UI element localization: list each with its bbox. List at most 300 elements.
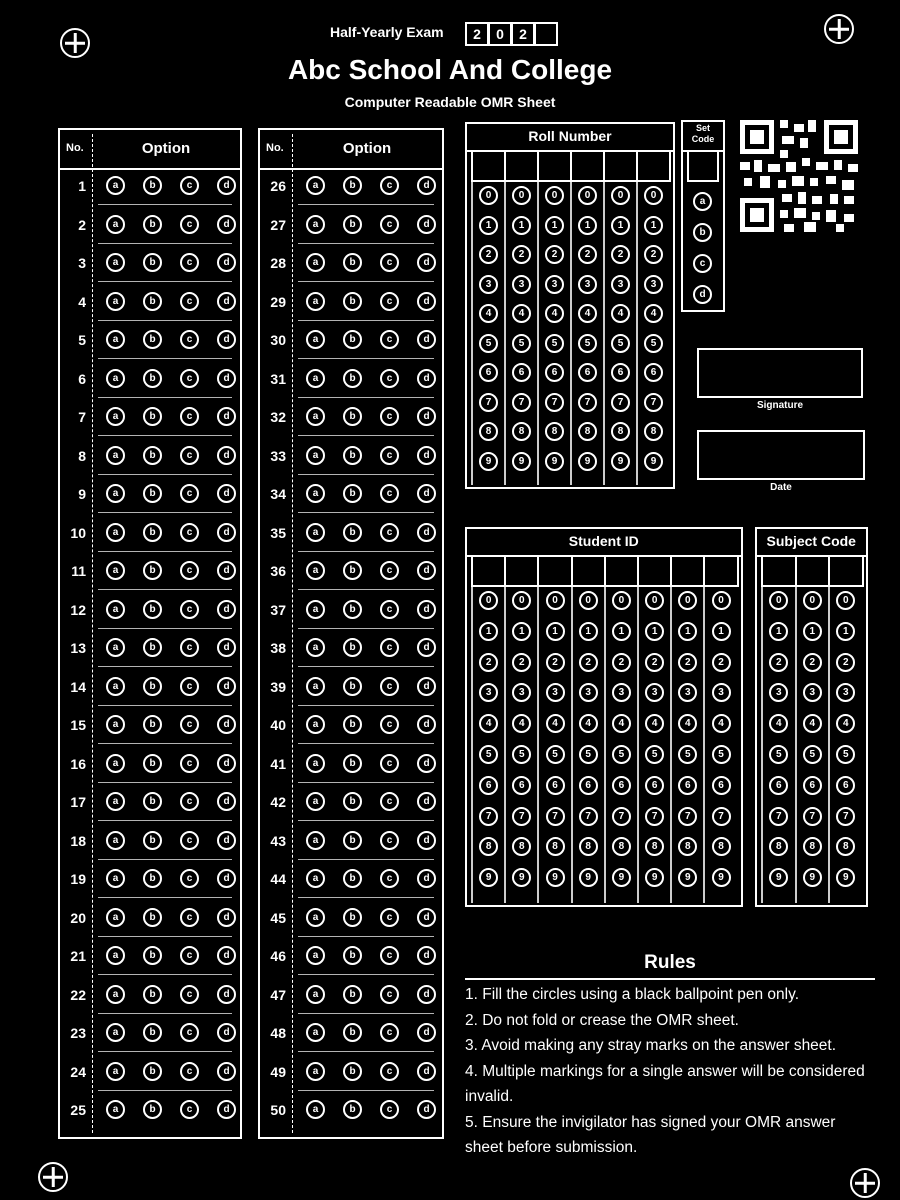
answer-bubble[interactable]: c	[180, 369, 199, 388]
subject-code-digit-bubble[interactable]: 5	[769, 745, 788, 764]
student-id-digit-bubble[interactable]: 9	[678, 868, 697, 887]
answer-bubble[interactable]: c	[380, 754, 399, 773]
answer-bubble[interactable]: c	[180, 215, 199, 234]
set-code-bubble[interactable]: a	[693, 192, 712, 211]
answer-bubble[interactable]: a	[306, 1100, 325, 1119]
answer-bubble[interactable]: b	[343, 677, 362, 696]
roll-number-digit-bubble[interactable]: 5	[545, 334, 564, 353]
answer-bubble[interactable]: a	[106, 446, 125, 465]
student-id-digit-bubble[interactable]: 9	[712, 868, 731, 887]
answer-bubble[interactable]: b	[343, 215, 362, 234]
answer-bubble[interactable]: a	[106, 638, 125, 657]
student-id-digit-bubble[interactable]: 4	[678, 714, 697, 733]
student-id-digit-bubble[interactable]: 2	[678, 653, 697, 672]
answer-bubble[interactable]: c	[180, 176, 199, 195]
answer-bubble[interactable]: b	[143, 561, 162, 580]
student-id-digit-bubble[interactable]: 5	[512, 745, 531, 764]
roll-number-digit-bubble[interactable]: 3	[644, 275, 663, 294]
answer-bubble[interactable]: b	[343, 985, 362, 1004]
answer-bubble[interactable]: c	[380, 215, 399, 234]
answer-bubble[interactable]: b	[343, 292, 362, 311]
roll-number-digit-bubble[interactable]: 2	[479, 245, 498, 264]
roll-number-digit-bubble[interactable]: 1	[611, 216, 630, 235]
subject-code-digit-bubble[interactable]: 6	[803, 776, 822, 795]
subject-code-digit-bubble[interactable]: 9	[769, 868, 788, 887]
subject-code-digit-bubble[interactable]: 3	[836, 683, 855, 702]
roll-number-digit-bubble[interactable]: 4	[578, 304, 597, 323]
student-id-digit-bubble[interactable]: 3	[612, 683, 631, 702]
student-id-digit-bubble[interactable]: 9	[579, 868, 598, 887]
roll-number-digit-bubble[interactable]: 9	[644, 452, 663, 471]
answer-bubble[interactable]: d	[217, 946, 236, 965]
answer-bubble[interactable]: c	[380, 523, 399, 542]
answer-bubble[interactable]: a	[106, 792, 125, 811]
student-id-digit-bubble[interactable]: 6	[579, 776, 598, 795]
answer-bubble[interactable]: d	[217, 831, 236, 850]
answer-bubble[interactable]: c	[180, 831, 199, 850]
answer-bubble[interactable]: b	[143, 1023, 162, 1042]
subject-code-digit-bubble[interactable]: 9	[836, 868, 855, 887]
subject-code-digit-bubble[interactable]: 2	[769, 653, 788, 672]
answer-bubble[interactable]: c	[380, 869, 399, 888]
subject-code-digit-bubble[interactable]: 2	[803, 653, 822, 672]
year-digit-box[interactable]: 2	[511, 22, 535, 46]
answer-bubble[interactable]: c	[380, 176, 399, 195]
year-digit-box[interactable]: 0	[488, 22, 512, 46]
answer-bubble[interactable]: c	[180, 1023, 199, 1042]
answer-bubble[interactable]: b	[143, 792, 162, 811]
answer-bubble[interactable]: b	[143, 407, 162, 426]
answer-bubble[interactable]: b	[143, 446, 162, 465]
answer-bubble[interactable]: d	[217, 1100, 236, 1119]
student-id-digit-bubble[interactable]: 7	[645, 807, 664, 826]
student-id-digit-bubble[interactable]: 8	[645, 837, 664, 856]
roll-number-digit-bubble[interactable]: 8	[644, 422, 663, 441]
answer-bubble[interactable]: d	[417, 869, 436, 888]
answer-bubble[interactable]: c	[180, 1100, 199, 1119]
answer-bubble[interactable]: d	[417, 561, 436, 580]
roll-number-digit-bubble[interactable]: 9	[512, 452, 531, 471]
answer-bubble[interactable]: c	[180, 946, 199, 965]
subject-code-digit-bubble[interactable]: 8	[803, 837, 822, 856]
answer-bubble[interactable]: d	[217, 638, 236, 657]
answer-bubble[interactable]: b	[143, 754, 162, 773]
student-id-digit-bubble[interactable]: 1	[546, 622, 565, 641]
roll-number-digit-bubble[interactable]: 6	[611, 363, 630, 382]
student-id-digit-bubble[interactable]: 5	[479, 745, 498, 764]
student-id-entry-box[interactable]	[471, 555, 506, 587]
answer-bubble[interactable]: d	[217, 253, 236, 272]
subject-code-entry-box[interactable]	[795, 555, 831, 587]
roll-number-digit-bubble[interactable]: 6	[512, 363, 531, 382]
subject-code-digit-bubble[interactable]: 1	[803, 622, 822, 641]
answer-bubble[interactable]: b	[143, 715, 162, 734]
answer-bubble[interactable]: d	[217, 754, 236, 773]
answer-bubble[interactable]: b	[143, 369, 162, 388]
set-code-bubble[interactable]: b	[693, 223, 712, 242]
answer-bubble[interactable]: b	[143, 985, 162, 1004]
roll-number-digit-bubble[interactable]: 5	[512, 334, 531, 353]
answer-bubble[interactable]: a	[106, 1100, 125, 1119]
answer-bubble[interactable]: b	[343, 253, 362, 272]
student-id-digit-bubble[interactable]: 5	[645, 745, 664, 764]
answer-bubble[interactable]: c	[380, 407, 399, 426]
student-id-digit-bubble[interactable]: 3	[678, 683, 697, 702]
roll-number-digit-bubble[interactable]: 6	[578, 363, 597, 382]
answer-bubble[interactable]: c	[180, 638, 199, 657]
answer-bubble[interactable]: a	[306, 677, 325, 696]
student-id-digit-bubble[interactable]: 2	[612, 653, 631, 672]
answer-bubble[interactable]: d	[217, 292, 236, 311]
roll-number-entry-box[interactable]	[636, 150, 671, 182]
answer-bubble[interactable]: d	[217, 330, 236, 349]
answer-bubble[interactable]: c	[180, 446, 199, 465]
student-id-entry-box[interactable]	[703, 555, 738, 587]
answer-bubble[interactable]: a	[306, 985, 325, 1004]
date-box[interactable]	[697, 430, 865, 480]
student-id-digit-bubble[interactable]: 1	[579, 622, 598, 641]
answer-bubble[interactable]: b	[143, 484, 162, 503]
student-id-digit-bubble[interactable]: 2	[712, 653, 731, 672]
answer-bubble[interactable]: a	[106, 754, 125, 773]
answer-bubble[interactable]: b	[143, 600, 162, 619]
subject-code-digit-bubble[interactable]: 9	[803, 868, 822, 887]
answer-bubble[interactable]: d	[217, 407, 236, 426]
answer-bubble[interactable]: c	[180, 908, 199, 927]
answer-bubble[interactable]: d	[417, 985, 436, 1004]
student-id-digit-bubble[interactable]: 5	[546, 745, 565, 764]
student-id-digit-bubble[interactable]: 1	[678, 622, 697, 641]
student-id-digit-bubble[interactable]: 3	[546, 683, 565, 702]
roll-number-digit-bubble[interactable]: 1	[479, 216, 498, 235]
answer-bubble[interactable]: d	[417, 600, 436, 619]
answer-bubble[interactable]: b	[143, 292, 162, 311]
answer-bubble[interactable]: a	[306, 908, 325, 927]
roll-number-digit-bubble[interactable]: 4	[644, 304, 663, 323]
subject-code-digit-bubble[interactable]: 7	[769, 807, 788, 826]
answer-bubble[interactable]: d	[417, 523, 436, 542]
roll-number-digit-bubble[interactable]: 2	[512, 245, 531, 264]
student-id-digit-bubble[interactable]: 4	[479, 714, 498, 733]
answer-bubble[interactable]: b	[343, 792, 362, 811]
roll-number-digit-bubble[interactable]: 2	[644, 245, 663, 264]
answer-bubble[interactable]: a	[106, 869, 125, 888]
student-id-digit-bubble[interactable]: 4	[579, 714, 598, 733]
answer-bubble[interactable]: a	[306, 215, 325, 234]
roll-number-digit-bubble[interactable]: 0	[512, 186, 531, 205]
student-id-digit-bubble[interactable]: 6	[645, 776, 664, 795]
answer-bubble[interactable]: b	[143, 176, 162, 195]
answer-bubble[interactable]: d	[217, 176, 236, 195]
roll-number-digit-bubble[interactable]: 5	[479, 334, 498, 353]
roll-number-digit-bubble[interactable]: 8	[512, 422, 531, 441]
answer-bubble[interactable]: a	[306, 369, 325, 388]
subject-code-digit-bubble[interactable]: 4	[836, 714, 855, 733]
student-id-digit-bubble[interactable]: 2	[479, 653, 498, 672]
answer-bubble[interactable]: c	[380, 561, 399, 580]
answer-bubble[interactable]: c	[180, 523, 199, 542]
roll-number-digit-bubble[interactable]: 8	[479, 422, 498, 441]
answer-bubble[interactable]: d	[217, 985, 236, 1004]
roll-number-digit-bubble[interactable]: 2	[545, 245, 564, 264]
answer-bubble[interactable]: b	[343, 1100, 362, 1119]
student-id-digit-bubble[interactable]: 6	[479, 776, 498, 795]
answer-bubble[interactable]: c	[180, 253, 199, 272]
answer-bubble[interactable]: c	[180, 330, 199, 349]
answer-bubble[interactable]: d	[417, 754, 436, 773]
student-id-digit-bubble[interactable]: 7	[579, 807, 598, 826]
answer-bubble[interactable]: d	[217, 908, 236, 927]
subject-code-digit-bubble[interactable]: 4	[803, 714, 822, 733]
student-id-digit-bubble[interactable]: 3	[579, 683, 598, 702]
answer-bubble[interactable]: d	[417, 446, 436, 465]
answer-bubble[interactable]: d	[417, 715, 436, 734]
student-id-digit-bubble[interactable]: 5	[612, 745, 631, 764]
answer-bubble[interactable]: c	[180, 869, 199, 888]
answer-bubble[interactable]: c	[380, 1023, 399, 1042]
signature-box[interactable]	[697, 348, 863, 398]
subject-code-digit-bubble[interactable]: 3	[803, 683, 822, 702]
answer-bubble[interactable]: d	[417, 677, 436, 696]
answer-bubble[interactable]: a	[106, 1023, 125, 1042]
subject-code-entry-box[interactable]	[761, 555, 797, 587]
answer-bubble[interactable]: b	[143, 869, 162, 888]
roll-number-digit-bubble[interactable]: 4	[479, 304, 498, 323]
year-digit-box[interactable]	[534, 22, 558, 46]
subject-code-digit-bubble[interactable]: 0	[769, 591, 788, 610]
answer-bubble[interactable]: b	[343, 561, 362, 580]
answer-bubble[interactable]: d	[417, 484, 436, 503]
student-id-digit-bubble[interactable]: 6	[678, 776, 697, 795]
answer-bubble[interactable]: b	[343, 446, 362, 465]
student-id-digit-bubble[interactable]: 3	[512, 683, 531, 702]
student-id-digit-bubble[interactable]: 8	[579, 837, 598, 856]
student-id-digit-bubble[interactable]: 0	[612, 591, 631, 610]
roll-number-digit-bubble[interactable]: 7	[479, 393, 498, 412]
answer-bubble[interactable]: c	[380, 600, 399, 619]
student-id-digit-bubble[interactable]: 8	[678, 837, 697, 856]
roll-number-digit-bubble[interactable]: 7	[512, 393, 531, 412]
student-id-digit-bubble[interactable]: 2	[645, 653, 664, 672]
roll-number-digit-bubble[interactable]: 9	[479, 452, 498, 471]
answer-bubble[interactable]: d	[417, 638, 436, 657]
answer-bubble[interactable]: c	[180, 561, 199, 580]
answer-bubble[interactable]: c	[380, 1062, 399, 1081]
answer-bubble[interactable]: a	[106, 523, 125, 542]
answer-bubble[interactable]: d	[217, 1023, 236, 1042]
answer-bubble[interactable]: d	[417, 369, 436, 388]
answer-bubble[interactable]: b	[343, 176, 362, 195]
answer-bubble[interactable]: c	[380, 908, 399, 927]
answer-bubble[interactable]: d	[417, 792, 436, 811]
answer-bubble[interactable]: d	[217, 523, 236, 542]
roll-number-digit-bubble[interactable]: 7	[611, 393, 630, 412]
roll-number-digit-bubble[interactable]: 3	[578, 275, 597, 294]
roll-number-digit-bubble[interactable]: 3	[545, 275, 564, 294]
answer-bubble[interactable]: b	[343, 715, 362, 734]
student-id-digit-bubble[interactable]: 1	[712, 622, 731, 641]
answer-bubble[interactable]: c	[380, 484, 399, 503]
answer-bubble[interactable]: b	[143, 638, 162, 657]
answer-bubble[interactable]: a	[306, 715, 325, 734]
student-id-digit-bubble[interactable]: 2	[579, 653, 598, 672]
answer-bubble[interactable]: c	[380, 792, 399, 811]
answer-bubble[interactable]: a	[106, 561, 125, 580]
answer-bubble[interactable]: d	[217, 869, 236, 888]
answer-bubble[interactable]: a	[106, 407, 125, 426]
answer-bubble[interactable]: d	[417, 292, 436, 311]
student-id-digit-bubble[interactable]: 4	[712, 714, 731, 733]
answer-bubble[interactable]: a	[106, 330, 125, 349]
answer-bubble[interactable]: b	[343, 407, 362, 426]
answer-bubble[interactable]: d	[217, 369, 236, 388]
answer-bubble[interactable]: d	[217, 600, 236, 619]
student-id-digit-bubble[interactable]: 3	[479, 683, 498, 702]
roll-number-digit-bubble[interactable]: 0	[479, 186, 498, 205]
subject-code-digit-bubble[interactable]: 0	[803, 591, 822, 610]
answer-bubble[interactable]: c	[180, 677, 199, 696]
roll-number-digit-bubble[interactable]: 1	[578, 216, 597, 235]
answer-bubble[interactable]: a	[106, 677, 125, 696]
answer-bubble[interactable]: c	[180, 1062, 199, 1081]
student-id-digit-bubble[interactable]: 0	[678, 591, 697, 610]
student-id-entry-box[interactable]	[637, 555, 672, 587]
subject-code-digit-bubble[interactable]: 7	[836, 807, 855, 826]
roll-number-digit-bubble[interactable]: 9	[545, 452, 564, 471]
roll-number-digit-bubble[interactable]: 6	[644, 363, 663, 382]
answer-bubble[interactable]: b	[143, 1062, 162, 1081]
subject-code-digit-bubble[interactable]: 7	[803, 807, 822, 826]
answer-bubble[interactable]: d	[417, 831, 436, 850]
roll-number-digit-bubble[interactable]: 7	[644, 393, 663, 412]
student-id-entry-box[interactable]	[670, 555, 705, 587]
student-id-digit-bubble[interactable]: 6	[712, 776, 731, 795]
answer-bubble[interactable]: d	[417, 407, 436, 426]
student-id-digit-bubble[interactable]: 7	[512, 807, 531, 826]
student-id-entry-box[interactable]	[537, 555, 572, 587]
answer-bubble[interactable]: a	[306, 407, 325, 426]
answer-bubble[interactable]: d	[417, 176, 436, 195]
answer-bubble[interactable]: c	[380, 369, 399, 388]
answer-bubble[interactable]: d	[217, 446, 236, 465]
answer-bubble[interactable]: a	[306, 792, 325, 811]
student-id-digit-bubble[interactable]: 0	[712, 591, 731, 610]
subject-code-digit-bubble[interactable]: 3	[769, 683, 788, 702]
answer-bubble[interactable]: d	[417, 330, 436, 349]
answer-bubble[interactable]: a	[306, 561, 325, 580]
student-id-digit-bubble[interactable]: 1	[512, 622, 531, 641]
answer-bubble[interactable]: c	[180, 600, 199, 619]
roll-number-digit-bubble[interactable]: 0	[611, 186, 630, 205]
answer-bubble[interactable]: b	[343, 1062, 362, 1081]
subject-code-digit-bubble[interactable]: 1	[769, 622, 788, 641]
roll-number-digit-bubble[interactable]: 5	[611, 334, 630, 353]
roll-number-digit-bubble[interactable]: 8	[611, 422, 630, 441]
roll-number-digit-bubble[interactable]: 1	[545, 216, 564, 235]
student-id-digit-bubble[interactable]: 0	[512, 591, 531, 610]
roll-number-digit-bubble[interactable]: 0	[578, 186, 597, 205]
answer-bubble[interactable]: d	[217, 484, 236, 503]
answer-bubble[interactable]: a	[106, 215, 125, 234]
student-id-digit-bubble[interactable]: 8	[512, 837, 531, 856]
answer-bubble[interactable]: b	[143, 330, 162, 349]
answer-bubble[interactable]: a	[106, 946, 125, 965]
answer-bubble[interactable]: a	[106, 292, 125, 311]
answer-bubble[interactable]: c	[180, 985, 199, 1004]
set-code-bubble[interactable]: c	[693, 254, 712, 273]
answer-bubble[interactable]: a	[306, 600, 325, 619]
roll-number-entry-box[interactable]	[603, 150, 638, 182]
answer-bubble[interactable]: b	[343, 484, 362, 503]
student-id-digit-bubble[interactable]: 1	[479, 622, 498, 641]
roll-number-digit-bubble[interactable]: 9	[578, 452, 597, 471]
answer-bubble[interactable]: b	[143, 523, 162, 542]
student-id-digit-bubble[interactable]: 7	[479, 807, 498, 826]
student-id-digit-bubble[interactable]: 6	[612, 776, 631, 795]
answer-bubble[interactable]: a	[306, 446, 325, 465]
answer-bubble[interactable]: d	[417, 946, 436, 965]
answer-bubble[interactable]: b	[143, 677, 162, 696]
student-id-digit-bubble[interactable]: 0	[479, 591, 498, 610]
answer-bubble[interactable]: c	[380, 946, 399, 965]
answer-bubble[interactable]: d	[417, 253, 436, 272]
answer-bubble[interactable]: b	[343, 754, 362, 773]
student-id-digit-bubble[interactable]: 1	[612, 622, 631, 641]
student-id-digit-bubble[interactable]: 4	[645, 714, 664, 733]
roll-number-digit-bubble[interactable]: 2	[611, 245, 630, 264]
roll-number-digit-bubble[interactable]: 4	[545, 304, 564, 323]
student-id-digit-bubble[interactable]: 9	[512, 868, 531, 887]
student-id-digit-bubble[interactable]: 3	[712, 683, 731, 702]
subject-code-digit-bubble[interactable]: 1	[836, 622, 855, 641]
answer-bubble[interactable]: a	[106, 176, 125, 195]
answer-bubble[interactable]: b	[343, 523, 362, 542]
student-id-digit-bubble[interactable]: 2	[512, 653, 531, 672]
roll-number-digit-bubble[interactable]: 4	[611, 304, 630, 323]
subject-code-digit-bubble[interactable]: 5	[836, 745, 855, 764]
answer-bubble[interactable]: c	[180, 754, 199, 773]
roll-number-entry-box[interactable]	[504, 150, 539, 182]
answer-bubble[interactable]: b	[343, 908, 362, 927]
roll-number-digit-bubble[interactable]: 8	[578, 422, 597, 441]
roll-number-digit-bubble[interactable]: 0	[545, 186, 564, 205]
student-id-digit-bubble[interactable]: 4	[546, 714, 565, 733]
answer-bubble[interactable]: b	[143, 908, 162, 927]
student-id-digit-bubble[interactable]: 9	[645, 868, 664, 887]
answer-bubble[interactable]: c	[380, 677, 399, 696]
roll-number-digit-bubble[interactable]: 5	[578, 334, 597, 353]
answer-bubble[interactable]: d	[217, 715, 236, 734]
answer-bubble[interactable]: d	[417, 1100, 436, 1119]
answer-bubble[interactable]: d	[417, 1062, 436, 1081]
answer-bubble[interactable]: d	[417, 1023, 436, 1042]
answer-bubble[interactable]: a	[106, 831, 125, 850]
answer-bubble[interactable]: c	[180, 715, 199, 734]
student-id-digit-bubble[interactable]: 9	[612, 868, 631, 887]
subject-code-entry-box[interactable]	[828, 555, 864, 587]
subject-code-digit-bubble[interactable]: 2	[836, 653, 855, 672]
answer-bubble[interactable]: a	[106, 1062, 125, 1081]
student-id-digit-bubble[interactable]: 8	[712, 837, 731, 856]
answer-bubble[interactable]: a	[106, 985, 125, 1004]
roll-number-digit-bubble[interactable]: 9	[611, 452, 630, 471]
roll-number-digit-bubble[interactable]: 0	[644, 186, 663, 205]
subject-code-digit-bubble[interactable]: 0	[836, 591, 855, 610]
answer-bubble[interactable]: a	[306, 946, 325, 965]
answer-bubble[interactable]: d	[417, 215, 436, 234]
roll-number-entry-box[interactable]	[471, 150, 506, 182]
answer-bubble[interactable]: a	[306, 638, 325, 657]
